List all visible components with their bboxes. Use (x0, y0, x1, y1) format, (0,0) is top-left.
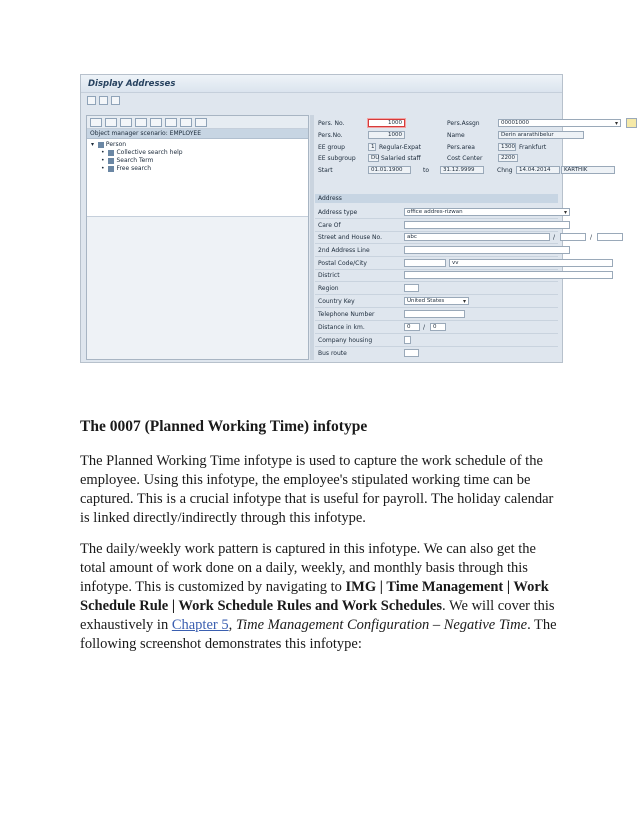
country-key-select[interactable]: United States ▾ (404, 297, 469, 305)
row-divider (315, 256, 558, 257)
search-help-icon (108, 158, 114, 164)
second-line-label: 2nd Address Line (318, 247, 370, 254)
select-icon[interactable] (180, 118, 192, 127)
assignment-icon[interactable] (626, 118, 637, 128)
ee-subgroup-label: EE subgroup (318, 155, 356, 162)
ee-subgroup-code: DU (368, 154, 379, 162)
address-type-label: Address type (318, 209, 358, 216)
row-divider (315, 307, 558, 308)
address-type-select[interactable]: office addres-rizwan ▾ (404, 208, 570, 216)
house-number-input[interactable] (560, 233, 586, 241)
object-manager-panel (86, 115, 309, 360)
previous-page-icon[interactable] (135, 118, 147, 127)
chapter-5-link[interactable]: Chapter 5 (171, 617, 229, 633)
screen-titlebar (81, 75, 562, 93)
cost-center-label: Cost Center (447, 155, 483, 162)
district-label: District (318, 272, 340, 279)
distance-label: Distance in km. (318, 324, 365, 331)
region-input[interactable] (404, 284, 419, 292)
row-divider (315, 294, 558, 295)
pers-assgn-label: Pers.Assgn (447, 120, 480, 127)
telephone-input[interactable] (404, 310, 465, 318)
ee-group-label: EE group (318, 144, 345, 151)
to-label: to (423, 167, 430, 174)
search-help-icon (108, 150, 114, 156)
cost-center-value: 2200 (498, 154, 518, 162)
care-of-input[interactable] (404, 221, 570, 229)
row-divider (315, 346, 558, 347)
row-divider (315, 243, 558, 244)
row-divider (315, 320, 558, 321)
screen-title: Display Addresses (88, 79, 176, 89)
pers-area-label: Pers.area (447, 144, 475, 151)
pers-no-label: Pers. No. (318, 120, 345, 127)
country-key-label: Country Key (318, 298, 355, 305)
ee-subgroup-text: Salaried staff (381, 155, 421, 162)
pers-no-input[interactable]: 1000 (368, 119, 405, 127)
next-page-icon[interactable] (150, 118, 162, 127)
navigation-toolbar (87, 116, 308, 129)
start-label: Start (318, 167, 333, 174)
distance-input-1[interactable]: 0 (404, 323, 420, 331)
panel-splitter[interactable] (310, 115, 314, 360)
search-tree (87, 139, 308, 175)
forward-arrow-icon[interactable] (105, 118, 117, 127)
second-line-input[interactable] (404, 246, 570, 254)
region-label: Region (318, 285, 339, 292)
address-section-header: Address (315, 194, 558, 203)
paragraph-2: The daily/weekly work pattern is captured in this infotype. We can also get the total amount of work done on a daily, weekly, and monthly basis through this infotype. This is customized by navigating to IMG | Time Management | Work Schedule Rule | Work Schedule Rules and Work Schedules. We will cover this exhaustively in Chapter 5, Time Management Configuration – Negative Time. The following screenshot demonstrates this infotype: (80, 541, 557, 652)
pers-area-code: 1300 (498, 143, 516, 151)
back-arrow-icon[interactable] (90, 118, 102, 127)
tree-item[interactable]: • Collective search help (101, 149, 183, 156)
paragraph-1: The Planned Working Time infotype is used to capture the work schedule of the employee. Using this infotype, the employee's stipulated working time can be captured. This is a crucial infotype that is useful for payroll. The holiday calendar is linked directly/indirectly through this infotype. (80, 453, 554, 526)
change-icon[interactable] (99, 96, 108, 105)
row-divider (315, 333, 558, 334)
sap-screenshot (80, 74, 593, 363)
article-paragraph-1 (80, 452, 560, 528)
distance-input-2[interactable]: 0 (430, 323, 446, 331)
care-of-label: Care Of (318, 222, 341, 229)
overview-icon[interactable] (111, 96, 120, 105)
chng-user: KARTHIK (561, 166, 615, 174)
city-input[interactable]: vv (449, 259, 613, 267)
section-heading: The 0007 (Planned Working Time) infotype (80, 418, 368, 435)
street-separator-1: / (553, 234, 556, 241)
end-date: 31.12.9999 (440, 166, 484, 174)
row-divider (315, 269, 558, 270)
row-divider (315, 231, 558, 232)
company-housing-checkbox[interactable] (404, 336, 411, 344)
display-icon[interactable] (87, 96, 96, 105)
district-input[interactable] (404, 271, 613, 279)
start-date: 01.01.1900 (368, 166, 411, 174)
name-label: Name (447, 132, 465, 139)
last-page-icon[interactable] (165, 118, 177, 127)
name-value: Derin ararathibelur (498, 131, 584, 139)
search-help-icon (108, 166, 114, 172)
print-icon[interactable] (195, 118, 207, 127)
pers-area-text: Frankfurt (519, 144, 547, 151)
hit-list-area (87, 216, 308, 359)
ee-group-text: Regular-Expat (379, 144, 421, 151)
object-manager-scenario: Object manager scenario: EMPLOYEE (87, 129, 308, 139)
row-divider (315, 281, 558, 282)
bus-route-label: Bus route (318, 350, 347, 357)
pers-no2-label: Pers.No. (318, 132, 343, 139)
postal-code-input[interactable] (404, 259, 446, 267)
postal-code-label: Postal Code/City (318, 260, 367, 267)
company-housing-label: Company housing (318, 337, 373, 344)
tree-item[interactable]: • Free search (101, 165, 152, 172)
first-page-icon[interactable] (120, 118, 132, 127)
chng-label: Chng (497, 167, 513, 174)
street-label: Street and House No. (318, 234, 383, 241)
article-paragraph-2 (80, 540, 560, 654)
row-divider (315, 218, 558, 219)
pers-no2-value: 1000 (368, 131, 405, 139)
article-heading (80, 417, 560, 436)
bus-route-input[interactable] (404, 349, 419, 357)
chng-date: 14.04.2014 (516, 166, 560, 174)
distance-separator: / (423, 324, 426, 331)
application-toolbar (87, 96, 123, 108)
tree-item[interactable]: • Search Term (101, 157, 154, 164)
img-menu-path: IMG | Time Management | Work Schedule Rule | Work Schedule Rules and Work Schedules (80, 579, 549, 614)
telephone-label: Telephone Number (318, 311, 375, 318)
ee-group-code: 1 (368, 143, 376, 151)
supplement-input[interactable] (597, 233, 623, 241)
street-input[interactable]: abc (404, 233, 550, 241)
pers-assgn-select[interactable]: 00001000 ▾ (498, 119, 621, 127)
chapter-title: Time Management Configuration – Negative Time (235, 617, 528, 633)
street-separator-2: / (590, 234, 593, 241)
tree-root[interactable]: ▾ Person (91, 141, 127, 148)
person-icon (98, 142, 104, 148)
